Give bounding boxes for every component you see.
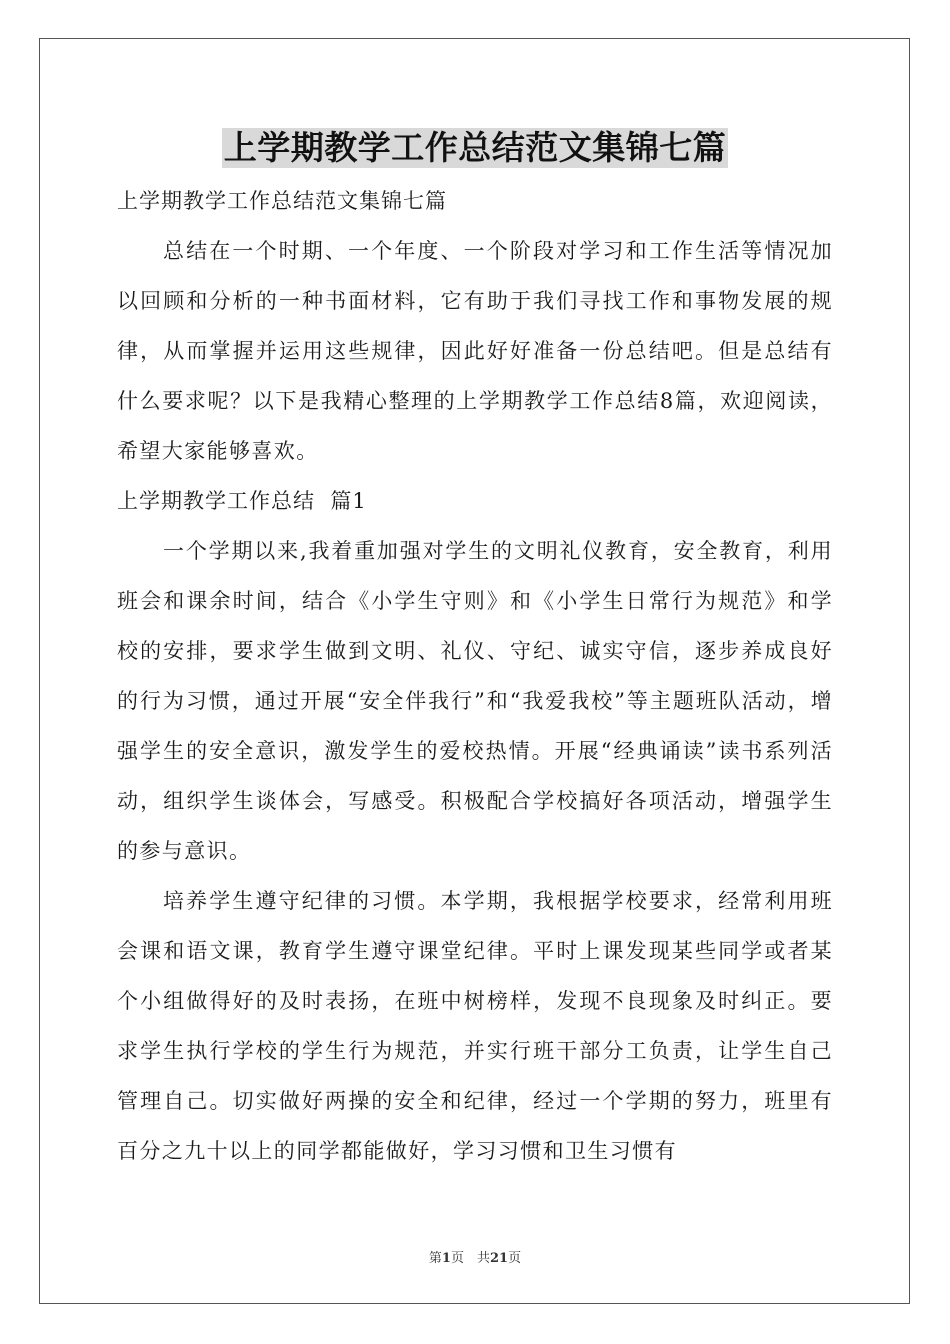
- document-subtitle: 上学期教学工作总结范文集锦七篇: [117, 189, 447, 213]
- footer-page-total: 21: [489, 1251, 509, 1266]
- body-paragraph-1: 一个学期以来,我着重加强对学生的文明礼仪教育，安全教育，利用班会和课余时间，结合《小学生守则》和《小学生日常行为规范》和学校的安排，要求学生做到文明、礼仪、守纪、诚实守信，逐步养成良好的行为习惯，通过开展“安全伴我行”和“我爱我校”等主题班队活动，增强学生的安全意识，激发学生的爱校热情。开展“经典诵读”读书系列活动，组织学生谈体会，写感受。积极配合学校搞好各项活动，增强学生的参与意识。: [117, 539, 833, 863]
- section-heading: 上学期教学工作总结 篇1: [117, 489, 367, 513]
- document-title: 上学期教学工作总结范文集锦七篇: [223, 128, 727, 167]
- body-paragraph-2: 培养学生遵守纪律的习惯。本学期，我根据学校要求，经常利用班会课和语文课，教育学生遵守课堂纪律。平时上课发现某些同学或者某个小组做得好的及时表扬，在班中树榜样，发现不良现象及时纠正。要求学生执行学校的学生行为规范，并实行班干部分工负责，让学生自己管理自己。切实做好两操的安全和纪律，经过一个学期的努力，班里有百分之九十以上的同学都能做好，学习习惯和卫生习惯有: [117, 889, 833, 1163]
- footer-page-current: 1: [441, 1251, 451, 1266]
- footer-page-prefix: 第: [428, 1251, 442, 1266]
- intro-paragraph: 总结在一个时期、一个年度、一个阶段对学习和工作生活等情况加以回顾和分析的一种书面材料，它有助于我们寻找工作和事物发展的规律，从而掌握并运用这些规律，因此好好准备一份总结吧。但是总结有什么要求呢？以下是我精心整理的上学期教学工作总结8篇，欢迎阅读，希望大家能够喜欢。: [117, 239, 833, 463]
- footer-page-mid: 页 共: [450, 1251, 490, 1266]
- document-body: [117, 176, 833, 1176]
- page-footer: [0, 1247, 950, 1266]
- footer-page-suffix: 页: [508, 1251, 522, 1266]
- title-container: [0, 128, 950, 168]
